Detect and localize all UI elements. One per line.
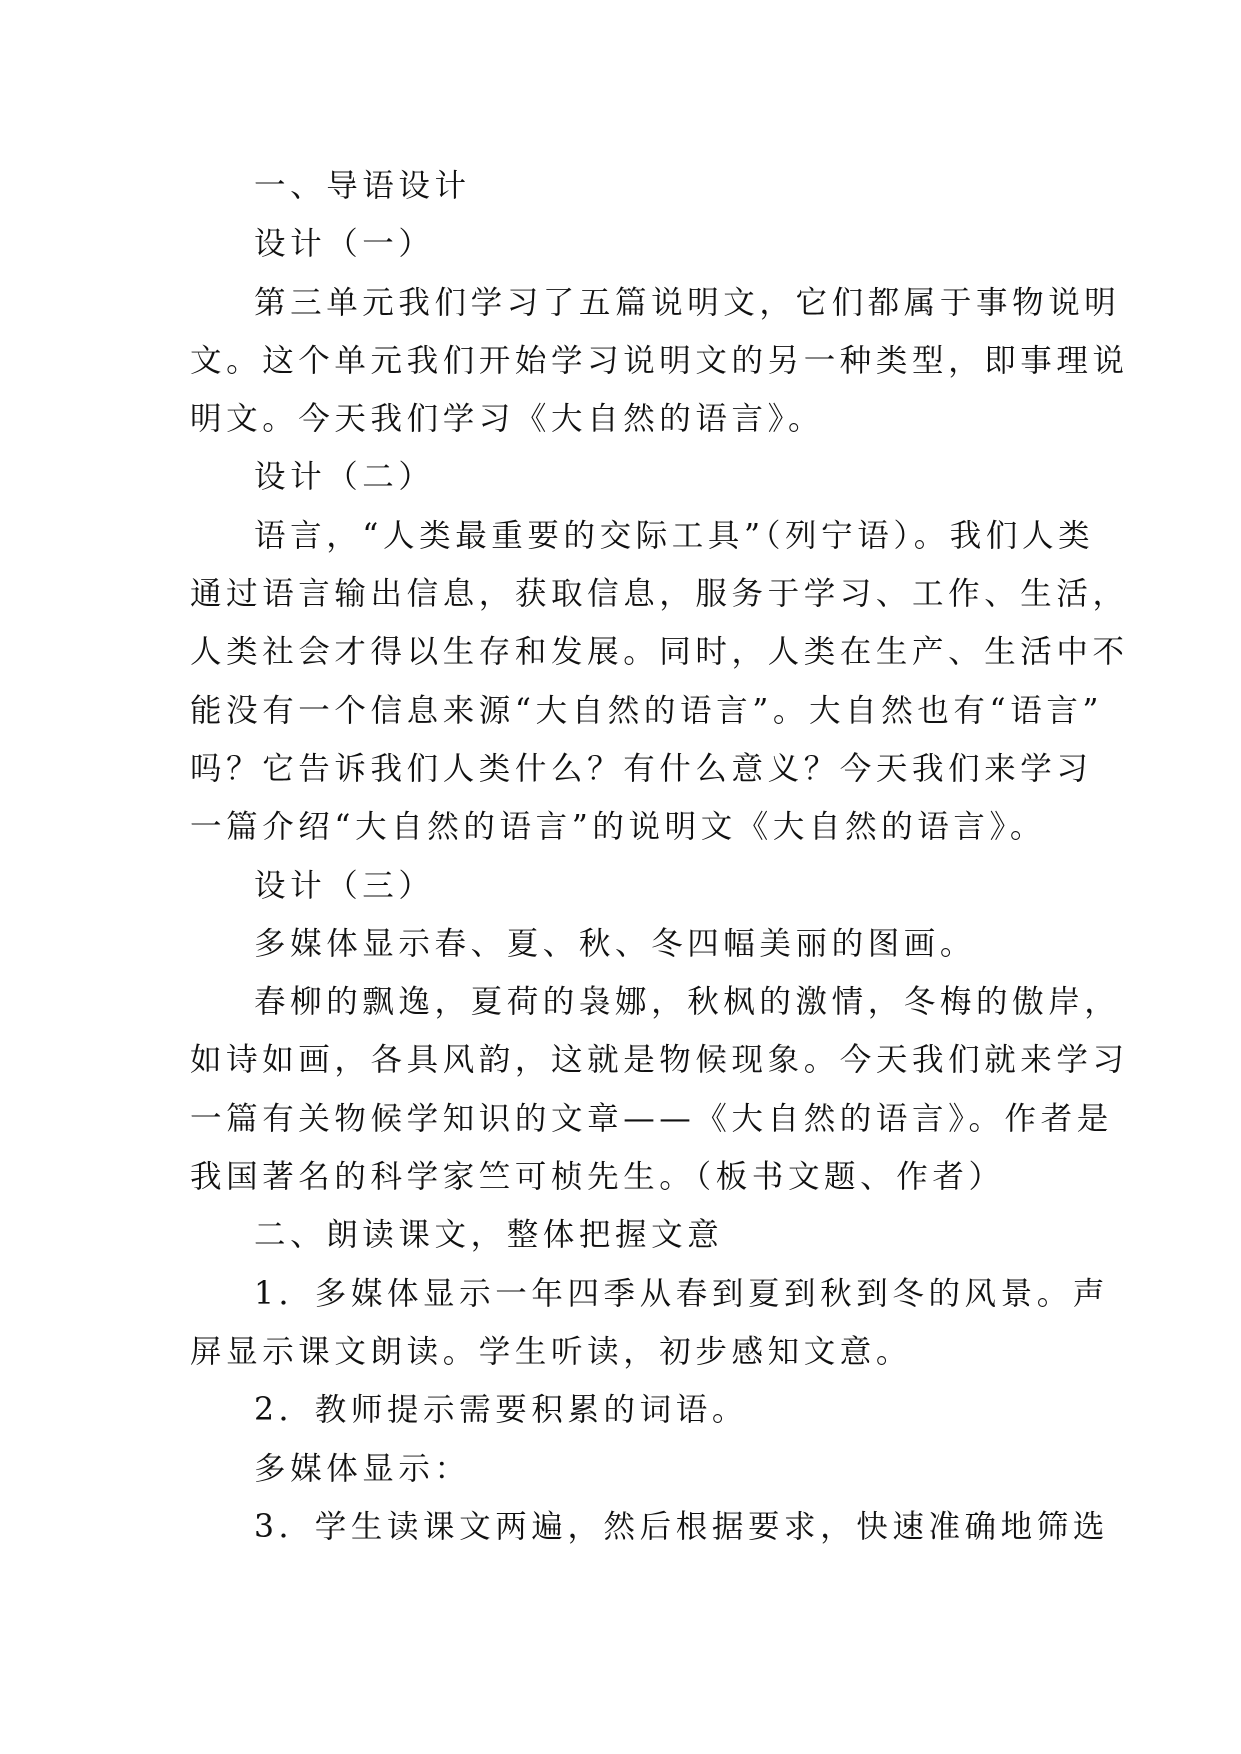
design-heading-2: 设计（二） [254, 459, 435, 496]
numbered-item-2: 2．教师提示需要积累的词语。 [254, 1392, 748, 1429]
design-heading-3: 设计（三） [254, 867, 435, 904]
design-heading-1: 设计（一） [254, 226, 435, 263]
paragraph-line: 屏显示课文朗读。学生听读，初步感知文意。 [190, 1333, 913, 1370]
paragraph-line: 多媒体显示春、夏、秋、冬四幅美丽的图画。 [254, 925, 977, 962]
paragraph-line: 多媒体显示： [254, 1450, 471, 1487]
numbered-item-1: 1．多媒体显示一年四季从春到夏到秋到冬的风景。声 [254, 1275, 1109, 1312]
paragraph-line: 第三单元我们学习了五篇说明文，它们都属于事物说明 [254, 284, 1121, 321]
section-heading-intro: 一、导语设计 [254, 168, 471, 204]
paragraph-line: 通过语言输出信息，获取信息，服务于学习、工作、生活， [190, 576, 1129, 613]
numbered-item-3: 3．学生读课文两遍，然后根据要求，快速准确地筛选 [254, 1508, 1109, 1545]
paragraph-line: 吗？它告诉我们人类什么？有什么意义？今天我们来学习 [190, 750, 1093, 787]
document-page [190, 157, 1129, 1556]
paragraph-line: 如诗如画，各具风韵，这就是物候现象。今天我们就来学习 [190, 1042, 1129, 1079]
paragraph-line: 春柳的飘逸，夏荷的袅娜，秋枫的激情，冬梅的傲岸， [254, 984, 1121, 1021]
paragraph-line: 语言，“人类最重要的交际工具”（列宁语）。我们人类 [254, 517, 1095, 554]
paragraph-line: 一篇有关物候学知识的文章——《大自然的语言》。作者是 [190, 1100, 1113, 1137]
paragraph-line: 一篇介绍“大自然的语言”的说明文《大自然的语言》。 [190, 809, 1046, 846]
section-heading-reading: 二、朗读课文，整体把握文意 [254, 1217, 724, 1254]
paragraph-line: 人类社会才得以生存和发展。同时，人类在生产、生活中不 [190, 634, 1129, 671]
paragraph-line: 我国著名的科学家竺可桢先生。（板书文题、作者） [190, 1159, 1005, 1196]
paragraph-line: 文。这个单元我们开始学习说明文的另一种类型，即事理说 [190, 342, 1129, 379]
paragraph-line: 明文。今天我们学习《大自然的语言》。 [190, 401, 825, 438]
paragraph-line: 能没有一个信息来源“大自然的语言”。大自然也有“语言” [190, 692, 1104, 729]
